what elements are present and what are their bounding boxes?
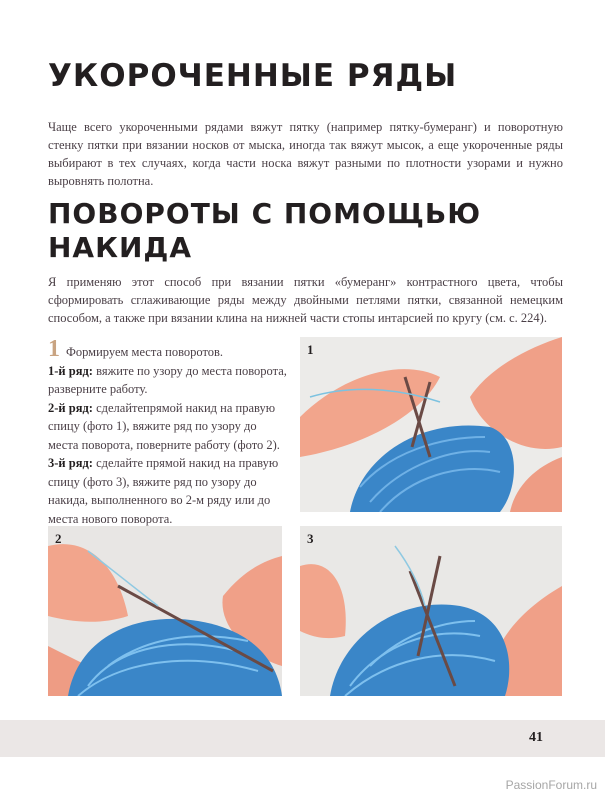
step-instructions xyxy=(48,338,288,528)
knitting-photo-icon xyxy=(300,526,562,696)
section-title xyxy=(48,197,481,265)
row-label: 1-й ряд: xyxy=(48,363,93,378)
knitting-photo-icon xyxy=(48,526,282,696)
photo-label: 1 xyxy=(307,342,314,357)
watermark: PassionForum.ru xyxy=(505,778,597,792)
photo-label: 3 xyxy=(307,531,314,546)
step-heading-text: Формируем места поворотов. xyxy=(66,345,224,359)
row-text: сделайте прямой накид на правую спицу (фото 3), вяжите ряд по узору до накида, выполненного во 2-м ряду или до места нового поворота. xyxy=(48,456,279,526)
row-instruction xyxy=(48,399,288,455)
step-heading xyxy=(48,338,288,362)
photo-3 xyxy=(300,526,562,696)
section-title-line-1: ПОВОРОТЫ С ПОМОЩЬЮ xyxy=(48,197,482,230)
photo-1 xyxy=(300,337,562,512)
step-number: 1 xyxy=(48,336,60,362)
row-text: вяжите по узору до места поворота, разверните работу. xyxy=(48,363,287,396)
page-number: 41 xyxy=(529,730,543,745)
section-title-line-2: НАКИДА xyxy=(48,231,193,264)
page-title: УКОРОЧЕННЫЕ РЯДЫ xyxy=(48,58,458,94)
intro-paragraph: Чаще всего укороченными рядами вяжут пятку (например пятку-бумеранг) и поворотную стенку пятки при вязании носков от мыска, иногда так вяжут мысок, а еще укороченные ряды выбирают в тех случаях, когда части носка вяжут разными по плотности узорами и нужно выровнять полотна. xyxy=(48,120,563,188)
row-text: сделайтепрямой накид на правую спицу (фото 1), вяжите ряд по узору до места поворота, поверните работу (фото 2). xyxy=(48,400,280,452)
photo-2 xyxy=(48,526,282,696)
photo-label: 2 xyxy=(55,531,62,546)
row-label: 3-й ряд: xyxy=(48,456,93,470)
footer-band xyxy=(0,720,605,757)
row-instruction xyxy=(48,454,288,528)
knitting-photo-icon xyxy=(300,337,562,512)
row-instruction xyxy=(48,362,288,399)
row-label: 2-й ряд: xyxy=(48,400,93,415)
method-intro-paragraph: Я применяю этот способ при вязании пятки «бумеранг» контрастного цвета, чтобы сформировать сглаживающие ряды между двойными петлями пятки, связанной немецким способом, а также при вязании клина на нижней части стопы интарсией по кругу (см. с. 224). xyxy=(48,275,563,325)
